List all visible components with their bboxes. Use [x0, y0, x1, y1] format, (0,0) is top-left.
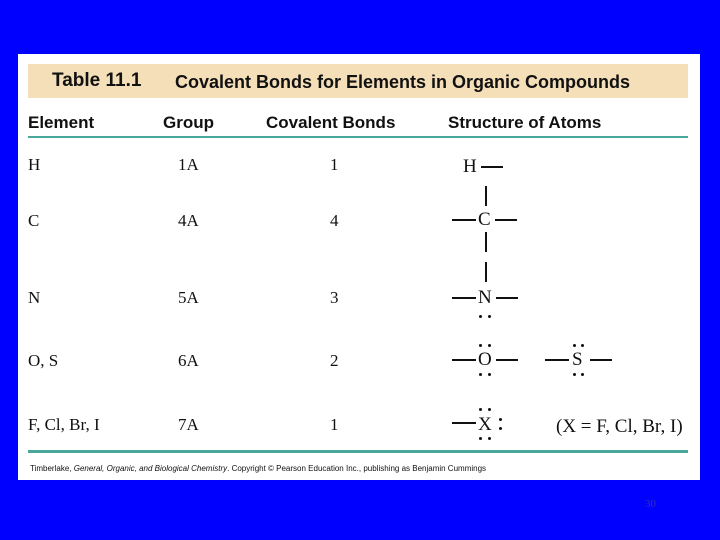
header-structure: Structure of Atoms	[448, 113, 602, 132]
x-bond-left	[452, 422, 476, 424]
x-lone-pair-dot	[479, 437, 482, 440]
row-os-bonds: 2	[330, 351, 339, 370]
o-bond-right	[496, 359, 518, 361]
x-lone-pair-dot	[479, 408, 482, 411]
n-bond-left	[452, 297, 476, 299]
table-title-bar	[28, 64, 688, 98]
c-bond-right	[495, 219, 517, 221]
header-group: Group	[163, 113, 214, 132]
row-n-element: N	[28, 288, 41, 307]
table-label: Table 11.1	[52, 70, 142, 91]
c-bond-left	[452, 219, 476, 221]
bottom-rule	[28, 450, 688, 453]
s-lone-pair-dot	[581, 373, 584, 376]
x-lone-pair-dot	[499, 427, 502, 430]
header-element: Element	[28, 113, 95, 132]
s-lone-pair-dot	[581, 344, 584, 347]
o-bond-left	[452, 359, 476, 361]
footer-book: General, Organic, and Biological Chemistry	[73, 464, 228, 473]
header-covalent-bonds: Covalent Bonds	[266, 113, 396, 132]
row-c-element: C	[28, 211, 40, 230]
structure-o-symbol: O	[478, 349, 492, 370]
structure-c-symbol: C	[478, 209, 491, 230]
row-h-group: 1A	[178, 155, 199, 174]
structure-n-symbol: N	[478, 287, 492, 308]
h-bond-right	[481, 166, 503, 168]
row-n-bonds: 3	[330, 288, 339, 307]
structure-h-symbol: H	[463, 156, 477, 177]
page-number: 30	[645, 498, 656, 510]
n-bond-top	[485, 262, 487, 282]
n-bond-right	[496, 297, 518, 299]
row-c-bonds: 4	[330, 211, 339, 230]
s-bond-left	[545, 359, 569, 361]
footer-rest: . Copyright © Pearson Education Inc., publishing as Benjamin Cummings	[227, 464, 487, 473]
row-os-element: O, S	[28, 351, 59, 370]
s-lone-pair-dot	[573, 373, 576, 376]
row-n-group: 5A	[178, 288, 199, 307]
row-x-bonds: 1	[330, 415, 339, 434]
table-title: Covalent Bonds for Elements in Organic Compounds	[175, 72, 631, 92]
o-lone-pair-dot	[488, 344, 491, 347]
structure-s-symbol: S	[572, 349, 583, 370]
row-c-group: 4A	[178, 211, 199, 230]
structure-x-symbol: X	[478, 414, 492, 435]
n-lone-pair-dot	[479, 315, 482, 318]
x-lone-pair-dot	[488, 437, 491, 440]
s-lone-pair-dot	[573, 344, 576, 347]
footer-author: Timberlake,	[30, 464, 74, 473]
row-x-element: F, Cl, Br, I	[28, 415, 100, 434]
o-lone-pair-dot	[479, 344, 482, 347]
c-bond-top	[485, 186, 487, 206]
o-lone-pair-dot	[488, 373, 491, 376]
row-x-group: 7A	[178, 415, 199, 434]
header-rule	[28, 136, 688, 138]
x-lone-pair-dot	[499, 418, 502, 421]
o-lone-pair-dot	[479, 373, 482, 376]
copyright-footer	[30, 464, 486, 473]
s-bond-right	[590, 359, 612, 361]
c-bond-bottom	[485, 232, 487, 252]
table-card	[18, 54, 700, 480]
row-h-bonds: 1	[330, 155, 339, 174]
x-lone-pair-dot	[488, 408, 491, 411]
halogen-note: (X = F, Cl, Br, I)	[556, 416, 683, 437]
n-lone-pair-dot	[488, 315, 491, 318]
row-os-group: 6A	[178, 351, 199, 370]
row-h-element: H	[28, 155, 41, 174]
